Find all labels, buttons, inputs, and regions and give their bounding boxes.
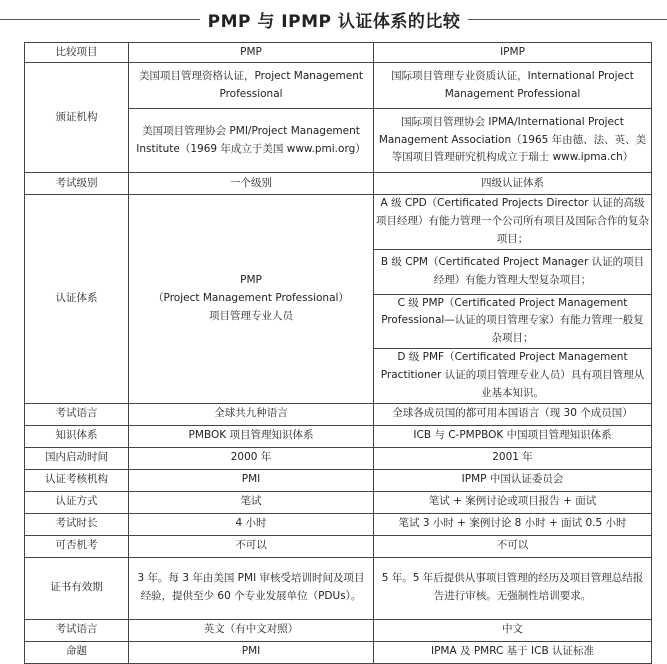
table-row [25,403,652,425]
table-row [25,173,652,195]
system-pmp-line: PMP [240,274,262,287]
row-label: 认证考核机构 [25,469,129,491]
cell-ipmp: 全球各成员国的都可用本国语言（现 30 个成员国） [374,403,652,425]
cell-pmp: 美国项目管理资格认证，Project Management Professional [129,63,374,109]
cell-pmp: PMBOK 项目管理知识体系 [129,425,374,447]
row-label: 考试语言 [25,403,129,425]
cell-ipmp: 中文 [374,619,652,641]
cell-pmp: PMI [129,641,374,663]
cell-pmp: 全球共九种语言 [129,403,374,425]
header-ipmp: IPMP [374,43,652,63]
title-rule-left [0,19,200,20]
row-label: 国内启动时间 [25,447,129,469]
table-row [25,641,652,663]
table-row [25,535,652,557]
row-label: 考试时长 [25,513,129,535]
cell-ipmp: 四级认证体系 [374,173,652,195]
cell-pmp: 2000 年 [129,447,374,469]
cell-pmp: 3 年。每 3 年由美国 PMI 审核受培训时间及项目经验，提供至少 60 个专业发展单位（PDUs）。 [129,557,374,619]
cert-level-d: D 级 PMF（Certificated Project Management Practitioner 认证的项目管理专业人员）具有项目管理从业基本知识。 [374,349,652,404]
cell-ipmp: 笔试 + 案例讨论或项目报告 + 面试 [374,491,652,513]
table-row [25,513,652,535]
cert-level-b: B 级 CPM（Certificated Project Manager 认证的项目经理）有能力管理大型复杂项目； [374,249,652,294]
cell-pmp: PMI [129,469,374,491]
row-label: 命题 [25,641,129,663]
cert-level-a: A 级 CPD（Certificated Projects Director 认证的高级项目经理）有能力管理一个公司所有项目及国际合作的复杂项目； [374,195,652,250]
cell-pmp: 4 小时 [129,513,374,535]
table-row [25,491,652,513]
header-label: 比较项目 [25,43,129,63]
title-rule-right [468,19,667,20]
row-label: 知识体系 [25,425,129,447]
cell-ipmp: ICB 与 C-PMPBOK 中国项目管理知识体系 [374,425,652,447]
cell-ipmp: 2001 年 [374,447,652,469]
table-row [25,195,652,250]
row-label: 考试语言 [25,619,129,641]
table-row [25,63,652,109]
cert-level-c: C 级 PMP（Certificated Project Management Professional—认证的项目管理专家）有能力管理一般复杂项目； [374,294,652,349]
cell-ipmp: IPMA 及 PMRC 基于 ICB 认证标准 [374,641,652,663]
cell-pmp: 笔试 [129,491,374,513]
table-row [25,425,652,447]
cell-pmp: 不可以 [129,535,374,557]
row-label: 可否机考 [25,535,129,557]
cell-ipmp: 国际项目管理协会 IPMA/International Project Management Association（1965 年由德、法、英、美等国项目管理研究机构成立于瑞士 www.ipma.ch） [374,109,652,173]
row-label: 认证方式 [25,491,129,513]
cell-ipmp: 不可以 [374,535,652,557]
table-row [25,447,652,469]
cell-pmp: 美国项目管理协会 PMI/Project Management Institute（1969 年成立于美国 www.pmi.org） [129,109,374,173]
page-title: PMP 与 IPMP 认证体系的比较 [207,12,461,32]
table-row [25,619,652,641]
title-bar [0,0,667,40]
row-label: 认证体系 [25,195,129,404]
comparison-table [24,42,652,664]
system-pmp-line: （Project Management Professional） [153,291,349,304]
header-pmp: PMP [129,43,374,63]
cell-ipmp: 笔试 3 小时 + 案例讨论 8 小时 + 面试 0.5 小时 [374,513,652,535]
system-pmp-line: 项目管理专业人员 [209,309,293,322]
cell-ipmp: IPMP 中国认证委员会 [374,469,652,491]
table-header-row [25,43,652,63]
table-row [25,557,652,619]
cell-pmp [129,195,374,404]
cell-pmp: 一个级别 [129,173,374,195]
row-label: 考试级别 [25,173,129,195]
row-label: 证书有效期 [25,557,129,619]
table-row [25,469,652,491]
cell-ipmp: 5 年。5 年后提供从事项目管理的经历及项目管理总结报告进行审核。无强制性培训要求。 [374,557,652,619]
cell-pmp: 英文（有中文对照） [129,619,374,641]
row-label: 颁证机构 [25,63,129,173]
cell-ipmp: 国际项目管理专业资质认证，International Project Management Professional [374,63,652,109]
